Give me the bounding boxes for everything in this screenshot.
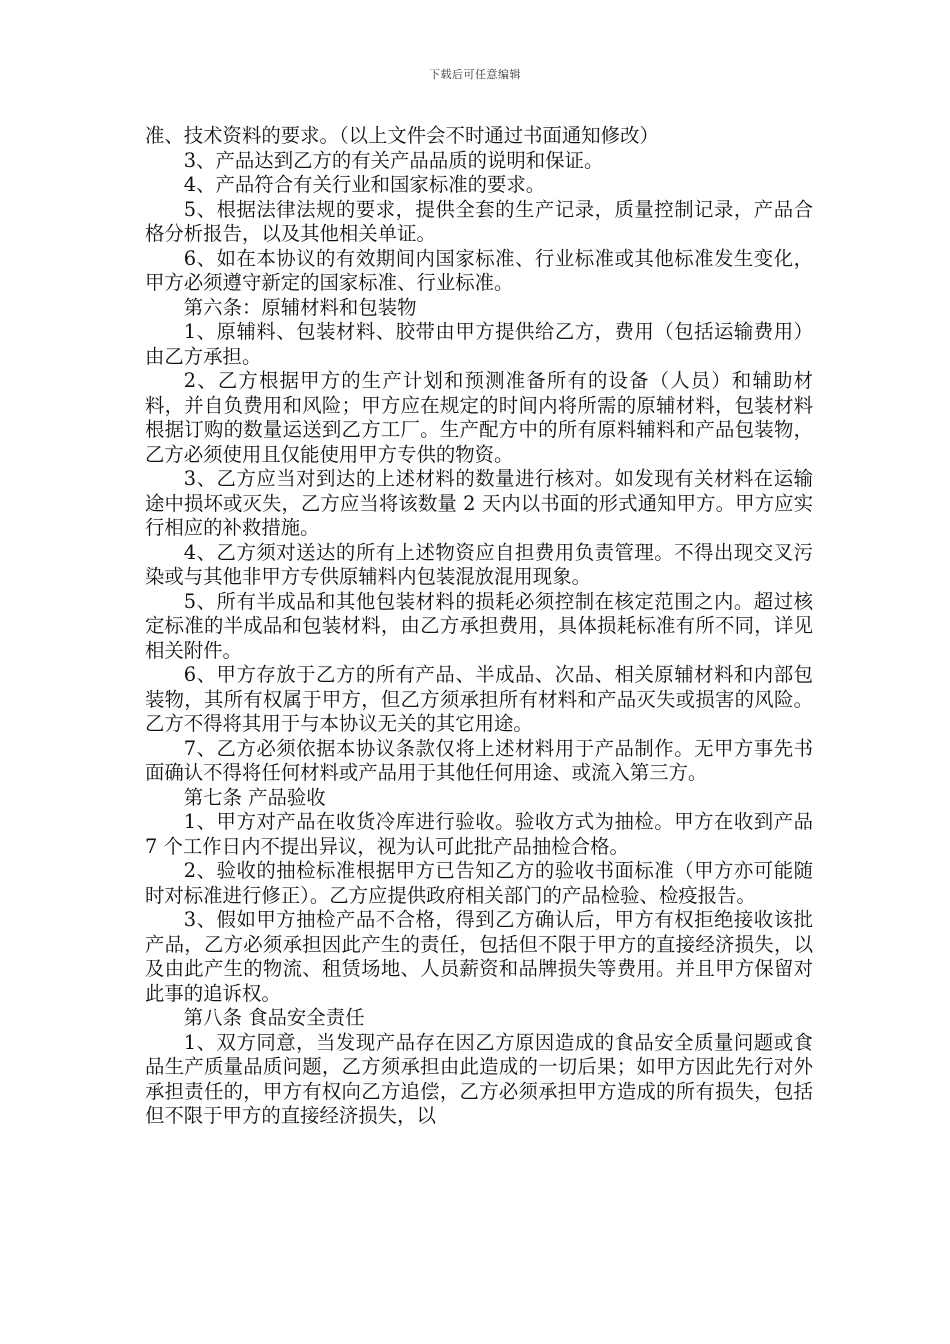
paragraph: 准、技术资料的要求。（以上文件会不时通过书面通知修改） xyxy=(145,124,659,147)
paragraph: 2、验收的抽检标准根据甲方已告知乙方的验收书面标准（甲方亦可能随时对标准进行修正）。乙方应提供政府相关部门的产品检验、检疫报告。 xyxy=(145,859,813,907)
paragraph: 3、产品达到乙方的有关产品品质的说明和保证。 xyxy=(183,148,604,172)
section-heading: 第八条 食品安全责任 xyxy=(183,1006,365,1029)
paragraph: 5、所有半成品和其他包装材料的损耗必须控制在核定范围之内。超过核定标准的半成品和包装材料，由乙方承担费用，具体损耗标准有所不同，详见相关附件。 xyxy=(145,589,813,662)
paragraph: 6、甲方存放于乙方的所有产品、半成品、次品、相关原辅材料和内部包装物，其所有权属于甲方，但乙方须承担所有材料和产品灭失或损害的风险。乙方不得将其用于与本协议无关的其它用途。 xyxy=(145,663,813,735)
paragraph: 7、乙方必须依据本协议条款仅将上述材料用于产品制作。无甲方事先书面确认不得将任何材料或产品用于其他任何用途、或流入第三方。 xyxy=(145,736,813,784)
paragraph: 3、乙方应当对到达的上述材料的数量进行核对。如发现有关材料在运输途中损坏或灭失，乙方应当将该数量 2 天内以书面的形式通知甲方。甲方应实行相应的补救措施。 xyxy=(145,467,813,539)
paragraph: 1、双方同意，当发现产品存在因乙方原因造成的食品安全质量问题或食品生产质量品质问题，乙方须承担由此造成的一切后果；如甲方因此先行对外承担责任的，甲方有权向乙方追偿，乙方必须承担甲方造成的所有损失，包括但不限于甲方的直接经济损失，以 xyxy=(145,1030,813,1127)
document-body xyxy=(145,124,813,1129)
paragraph: 1、甲方对产品在收货冷库进行验收。验收方式为抽检。甲方在收到产品 7 个工作日内不提出异议，视为认可此批产品抽检合格。 xyxy=(145,810,813,858)
section-heading: 第七条 产品验收 xyxy=(183,785,326,809)
paragraph: 4、乙方须对送达的所有上述物资应自担费用负责管理。不得出现交叉污染或与其他非甲方专供原辅料内包装混放混用现象。 xyxy=(145,540,813,588)
paragraph: 4、产品符合有关行业和国家标准的要求。 xyxy=(183,173,546,196)
paragraph: 1、原辅料、包装材料、胶带由甲方提供给乙方，费用（包括运输费用）由乙方承担。 xyxy=(145,320,813,368)
page-header: 下载后可任意编辑 xyxy=(429,68,521,81)
paragraph: 3、假如甲方抽检产品不合格，得到乙方确认后，甲方有权拒绝接收该批产品，乙方必须承担因此产生的责任，包括但不限于甲方的直接经济损失，以及由此产生的物流、租赁场地、人员薪资和品牌损失等费用。并且甲方保留对此事的追诉权。 xyxy=(145,908,813,1005)
paragraph: 6、如在本协议的有效期间内国家标准、行业标准或其他标准发生变化，甲方必须遵守新定的国家标准、行业标准。 xyxy=(145,246,813,294)
section-heading: 第六条：原辅材料和包装物 xyxy=(183,295,417,319)
paragraph: 5、根据法律法规的要求，提供全套的生产记录，质量控制记录，产品合格分析报告，以及其他相关单证。 xyxy=(145,197,813,245)
paragraph: 2、乙方根据甲方的生产计划和预测准备所有的设备（人员）和辅助材料，并自负费用和风险；甲方应在规定的时间内将所需的原辅材料，包装材料根据订购的数量运送到乙方工厂。生产配方中的所有原料辅料和产品包装物，乙方必须使用且仅能使用甲方专供的物资。 xyxy=(145,369,813,466)
